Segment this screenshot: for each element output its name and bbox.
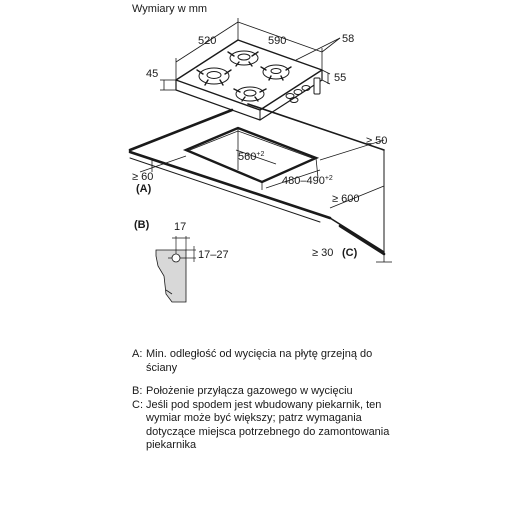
detail-b-drawing xyxy=(156,236,196,302)
legend-text: Położenie przyłącza gazowego w wycięciu xyxy=(146,385,353,397)
marker-c: (C) xyxy=(342,247,358,259)
hob-top xyxy=(176,40,322,110)
legend-text: Jeśli pod spodem jest wbudowany piekarnik, ten wymiar może być większy; patrz wymagania dotyczące miejsca potrzebnego do zamontowania piekarnika xyxy=(146,398,390,451)
legend-item-b xyxy=(132,385,392,399)
dim-cutout-depth: $480-490^{+2}$ xyxy=(282,175,333,187)
dim-depth-min: ≥ 600 xyxy=(332,193,360,205)
dim-connector-height: 55 xyxy=(334,72,347,84)
legend-key: A: xyxy=(132,348,143,360)
legend-item-a xyxy=(132,348,392,375)
dim-detail-b-17: 17 xyxy=(174,221,187,233)
dim-front-gap: ≥ 30 xyxy=(312,247,334,259)
legend-item-c xyxy=(132,399,392,453)
worktop-drawing xyxy=(130,104,384,254)
dim-cutout-width: $560^{+2}$ xyxy=(238,151,265,163)
dim-hob-side-offset: 58 xyxy=(342,33,355,45)
legend-key: C: xyxy=(132,398,143,411)
marker-b: (B) xyxy=(134,219,150,231)
dim-side-gap: ≥ 60 xyxy=(132,171,154,183)
dim-hob-height: 45 xyxy=(146,68,159,80)
hob-drawing xyxy=(176,40,322,120)
dim-rear-gap: ≥ 50 xyxy=(366,135,388,147)
dim-hob-width: 590 xyxy=(268,35,287,47)
marker-a: (A) xyxy=(136,183,152,195)
legend-text: Min. odległość od wycięcia na płytę grzejną do ściany xyxy=(146,348,373,374)
gas-connector xyxy=(314,78,320,94)
gas-inlet xyxy=(172,254,180,262)
legend-key: B: xyxy=(132,385,143,397)
dim-hob-depth: 520 xyxy=(198,35,217,47)
dim-detail-b-range: 17–27 xyxy=(198,249,229,261)
legend xyxy=(132,348,392,463)
title: Wymiary w mm xyxy=(132,3,208,15)
